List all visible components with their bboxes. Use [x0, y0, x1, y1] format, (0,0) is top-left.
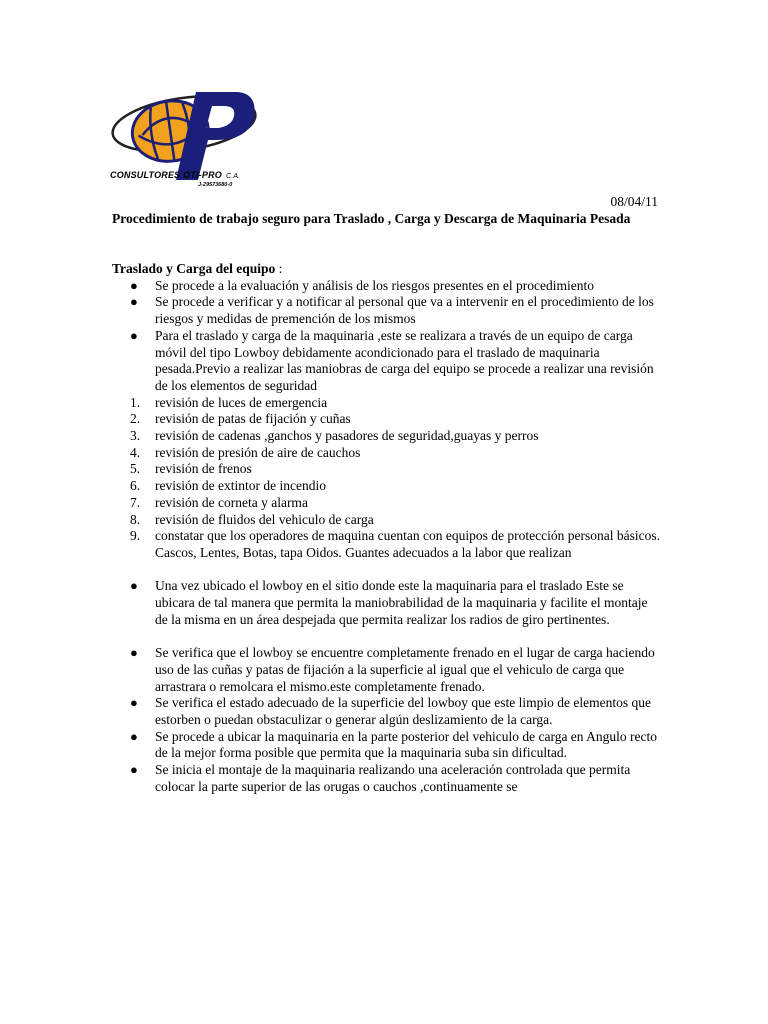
numbered-item [112, 495, 660, 512]
numbered-item-text: revisión de fluidos del vehiculo de carga [155, 511, 374, 527]
item-number: 2. [130, 411, 141, 427]
item-number: 4. [130, 444, 141, 460]
item-number: 1. [130, 394, 141, 410]
numbered-item-text: revisión de cadenas ,ganchos y pasadores de seguridad,guayas y perros [155, 428, 539, 444]
list-item [112, 695, 660, 728]
list-item-text: Para el traslado y carga de la maquinaria ,este se realizara a través de un equipo de carga móvil del tipo Lowboy debidamente acondicionado para el traslado de maquinaria pesada.Previo a realizar las maniobras de carga del equipo se procede a realizar una revisión de los elementos de seguridad [155, 327, 654, 393]
list-item [112, 762, 660, 795]
bullet-icon: ● [130, 695, 138, 711]
numbered-list [112, 395, 660, 562]
section-heading [112, 261, 660, 278]
numbered-item-text: revisión de corneta y alarma [155, 494, 308, 510]
logo-suffix: C.A. [225, 173, 241, 180]
list-item-text: Una vez ubicado el lowboy en el sitio donde este la maquinaria para el traslado Este se ubicara de tal manera que permita la maniobrabilidad de la maquinaria y facilite el montaje de la misma en un área despejada que permita realizar los radios de giro pertinentes. [155, 578, 648, 627]
document-title: Procedimiento de trabajo seguro para Traslado , Carga y Descarga de Maquinaria Pesada [112, 211, 631, 226]
list-item [112, 578, 660, 628]
bullet-icon: ● [130, 277, 138, 293]
numbered-item [112, 411, 660, 428]
section-heading-text: Traslado y Carga del equipo [112, 261, 276, 276]
section-heading-colon: : [275, 261, 283, 276]
numbered-item-text: revisión de frenos [155, 461, 252, 477]
bullet-icon: ● [130, 578, 138, 594]
bullet-icon: ● [130, 728, 138, 744]
bullet-list-a [112, 278, 660, 395]
list-item [112, 328, 660, 395]
numbered-item-text: revisión de patas de fijación y cuñas [155, 411, 351, 427]
item-number: 5. [130, 461, 141, 477]
bullet-icon: ● [130, 762, 138, 778]
spacer [112, 562, 660, 579]
numbered-item [112, 395, 660, 412]
logo-company-name [110, 170, 240, 180]
list-item-text: Se verifica que el lowboy se encuentre completamente frenado en el lugar de carga haciendo uso de las cuñas y patas de fijación a la superficie al igual que el vehiculo de carga que arrastrara o remolcara el mismo.este completamente frenado. [155, 645, 655, 694]
list-item-text: Se inicia el montaje de la maquinaria realizando una aceleración controlada que permita colocar la parte superior de las orugas o cauchos ,continuamente se [155, 762, 631, 794]
numbered-item [112, 478, 660, 495]
bullet-list-c [112, 645, 660, 795]
numbered-item-text: constatar que los operadores de maquina cuentan con equipos de protección personal básicos. Cascos, Lentes, Botas, tapa Oidos. Guantes adecuados a la labor que realizan [155, 528, 660, 560]
list-item-text: Se procede a la evaluación y análisis de los riesgos presentes en el procedimiento [155, 277, 594, 293]
list-item-text: Se verifica el estado adecuado de la superficie del lowboy que este limpio de elementos que estorben o puedan obstaculizar o generar algún deslizamiento de la carga. [155, 695, 651, 727]
numbered-item-text: revisión de luces de emergencia [155, 394, 328, 410]
numbered-item-text: revisión de extintor de incendio [155, 478, 326, 494]
numbered-item [112, 512, 660, 529]
spacer [112, 628, 660, 645]
bullet-list-b [112, 578, 660, 628]
item-number: 3. [130, 428, 141, 444]
item-number: 9. [130, 528, 141, 544]
logo-company-text: CONSULTORES OTI-PRO [110, 170, 222, 180]
item-number: 8. [130, 511, 141, 527]
numbered-item-text: revisión de presión de aire de cauchos [155, 444, 361, 460]
list-item-text: Se procede a verificar y a notificar al personal que va a intervenir en el procedimiento de los riesgos y medidas de premención de los mismos [155, 294, 654, 327]
document-body [112, 261, 660, 795]
numbered-item [112, 428, 660, 445]
list-item [112, 278, 660, 295]
numbered-item [112, 445, 660, 462]
list-item [112, 729, 660, 762]
bullet-icon: ● [130, 294, 138, 310]
logo-rif: J-29573680-0 [198, 182, 233, 188]
numbered-item [112, 528, 660, 561]
bullet-icon: ● [130, 327, 138, 343]
list-item [112, 294, 660, 327]
item-number: 7. [130, 494, 141, 510]
list-item-text: Se procede a ubicar la maquinaria en la parte posterior del vehiculo de carga en Angulo recto de la mejor forma posible que permita que la maquinaria suba sin dificultad. [155, 728, 658, 761]
document-date: 08/04/11 [610, 194, 658, 209]
numbered-item [112, 461, 660, 478]
bullet-icon: ● [130, 645, 138, 661]
item-number: 6. [130, 478, 141, 494]
list-item [112, 645, 660, 695]
